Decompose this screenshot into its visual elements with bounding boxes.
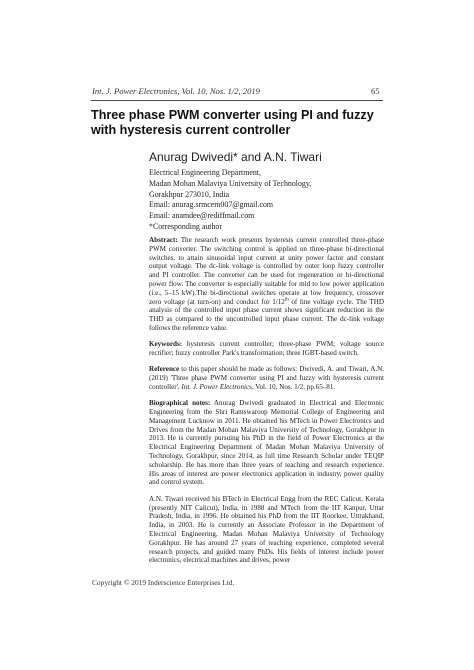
abstract-paragraph [149,236,384,333]
bio-text-1: Anurag Dwivedi graduated in Electrical and Electronic Engineering from the Shri Ramswaroop Memorial College of Engineering and Management Lucknow in 2011. He obtained his MTech in Power Electronics and Drives from the Madan Mohan Malaviya University of Technology, Gorakhpur in 2013. He is currently pursuing his PhD in the field of Power Electronics at the Electrical Engineering Department of Madan Mohan Malaviya University of Technology, Gorakhpur, since 2014, as full time Research Scholar under TEQIP scholarship. He has more than three years of teaching and research experience. His areas of interest are power electronics application in industry, power quality and control system. [149,399,384,487]
page-number: 65 [371,86,380,96]
corresponding-note: *Corresponding author [149,221,222,231]
keywords-text: hysteresis current controller; three-phase PWM; voltage source rectifier; fuzzy controller Park's transformation; three IGBT-based switch. [149,340,384,358]
bio-text-2: A.N. Tiwari received his BTech in Electrical Engg from the REC Calicut, Kerala (presently NIT Calicut), India, in 1988 and MTech from the IIT Kanpur, Uttar Pradesh, India, in 1996. He obtained his PhD from the IIT Roorkee, Uttrakhand, India, in 2003. He is currently an Associate Professor in the Department of Electrical Engineering, Madan Mohan Malaviya University of Technology Gorakhpur. He has around 27 years of teaching experience, completed several research projects, and guided many PhDs. His fields of interest include power electronics, electrical machines and drives, power [149,494,384,565]
reference-text-2: , Vol. 10, Nos. 1/2, pp.65–81. [251,382,336,391]
paper-title: Three phase PWM converter using PI and fuzzy with hysteresis current controller [91,108,374,137]
copyright-footer: Copyright © 2019 Inderscience Enterprises Ltd. [92,578,235,587]
reference-label: Reference [149,365,180,374]
bio-paragraph-2 [149,495,384,565]
affiliation-department: Electrical Engineering Department, [149,168,261,177]
abstract-text-2: of line voltage cycle. The THD analysis of the controlled input phase current shows significant reduction in the THD as compared to the uncontrolled input phase current. The dc-link voltage follows the reference value. [149,297,384,332]
bio-label: Biographical notes: [149,399,211,408]
reference-text-1: to this paper should be made as follows: Dwivedi, A. and Tiwari, A.N. (2019) 'Three phase PWM converter using PI and fuzzy with hysteresis current controller', [149,365,384,391]
running-header-journal: Int. J. Power Electronics, Vol. 10, Nos. 1/2, 2019 [92,86,260,96]
author-line: Anurag Dwivedi* and A.N. Tiwari [149,150,322,164]
affiliation-university: Madan Mohan Malaviya University of Technology, [149,178,312,188]
header-rule [91,100,383,101]
email-1[interactable]: Email: anurag.srmcem007@gmail.com [149,200,274,210]
keywords-paragraph [149,340,384,358]
reference-journal: Int. J. Power Electronics [181,382,252,391]
abstract-superscript: th [284,297,289,303]
front-matter-body [149,236,384,573]
bio-paragraph-1 [149,399,384,487]
abstract-text-1: The research work presents hysteresis current controlled three-phase PWM converter. The switching control is applied on three-phase bi-directional switches, to attain sinusoidal input current at unity power factor and constant output voltage. The dc-link voltage is controlled by outer loop fuzzy controller and PI controller. The converter can be used for regeneration or bi-directional power flow. The converter is especially suitable for mid to low power application (i.e., 5–15 kW).The bi-directional switches operate at low frequency, crossover zero voltage (at turn-on) and conduct for 1/12 [149,236,384,306]
reference-paragraph [149,365,384,391]
affiliation-block [149,168,389,233]
email-2[interactable]: Email: anamdee@rediffmail.com [149,211,255,221]
abstract-label: Abstract: [149,236,178,244]
affiliation-city: Gorakhpur 273010, India [149,189,229,199]
keywords-label: Keywords: [149,340,183,349]
